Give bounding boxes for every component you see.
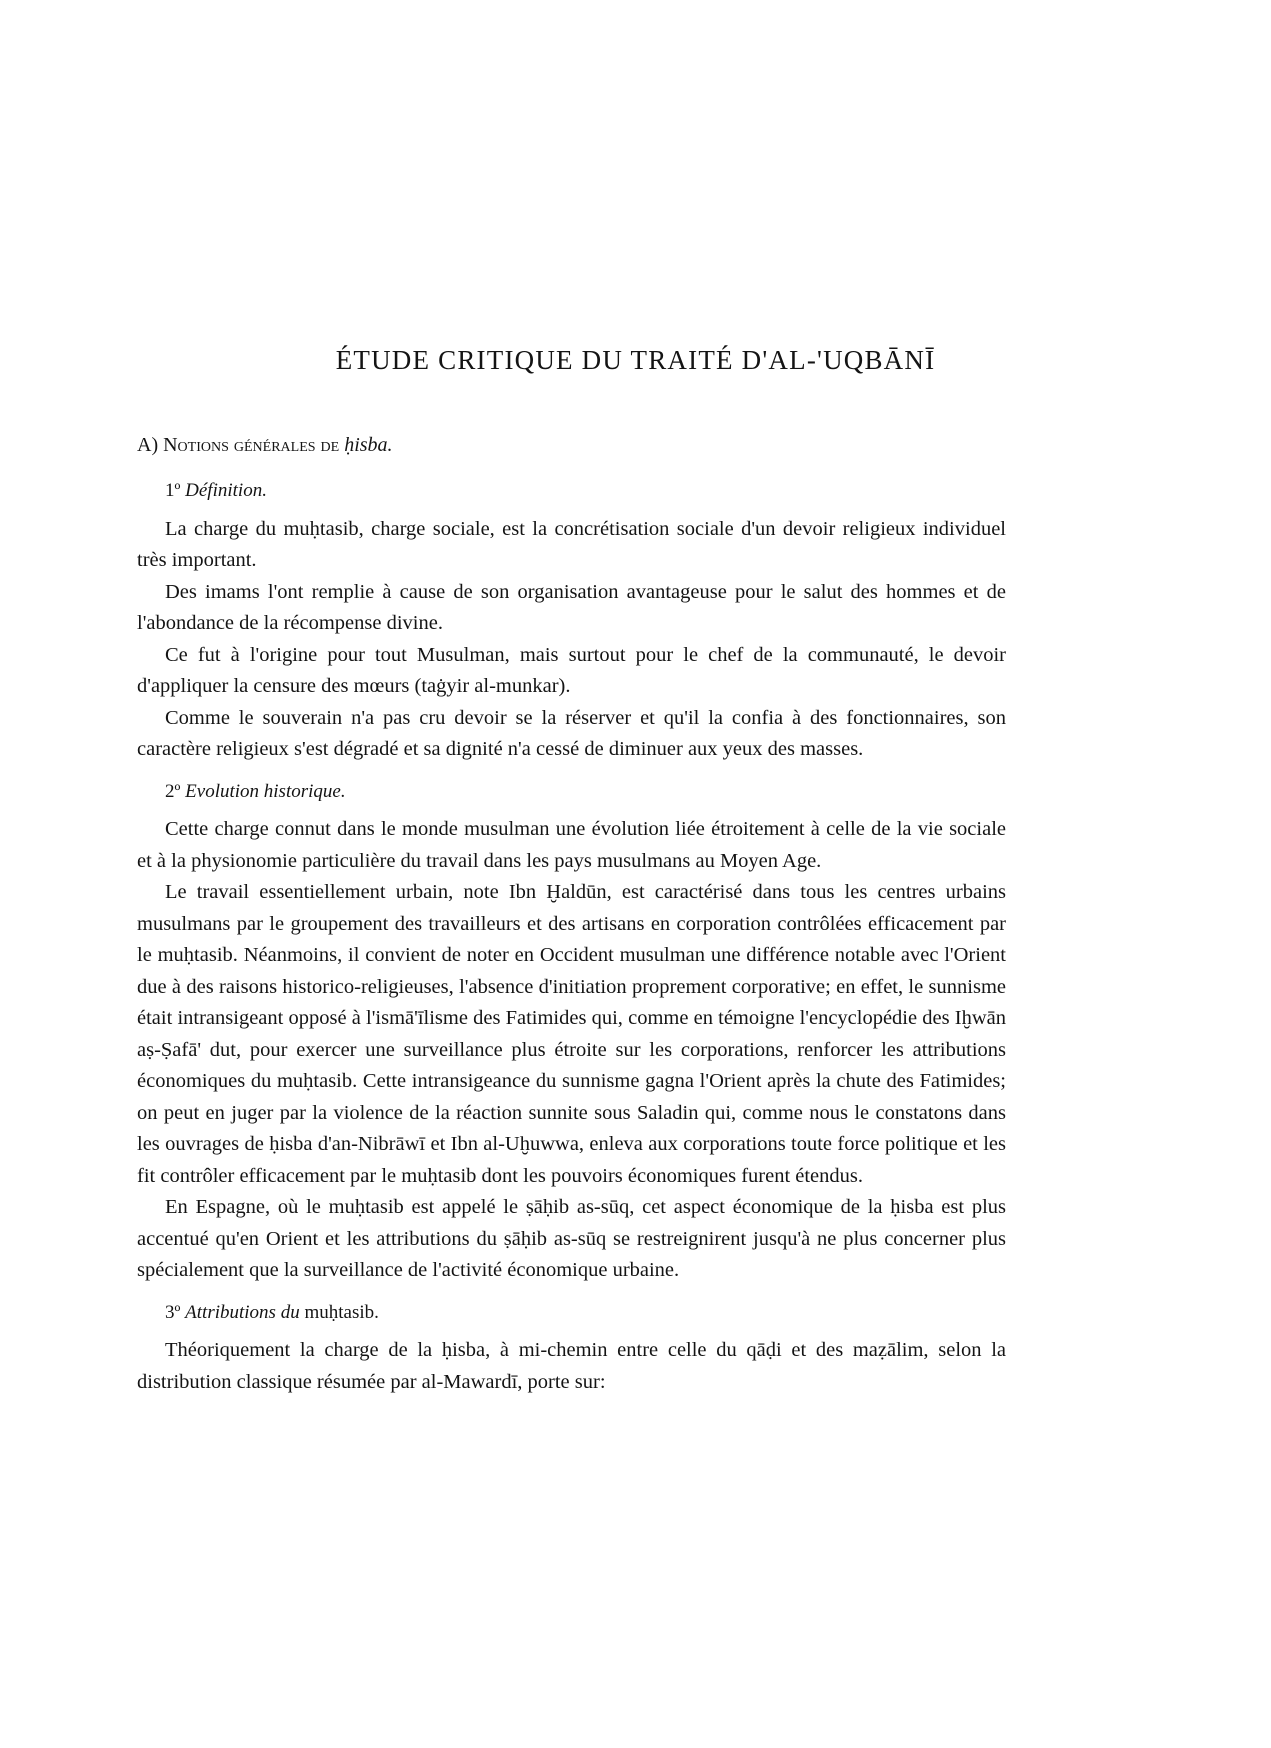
paragraph: Ce fut à l'origine pour tout Musulman, mais surtout pour le chef de la communauté, le devoir d'appliquer la censure des mœurs (taġyir al-munkar). [137, 643, 1006, 697]
subsection-title-tail: muḥtasib. [299, 1301, 379, 1323]
subsection-heading-attributions [165, 1297, 1006, 1329]
paragraph: Des imams l'ont remplie à cause de son organisation avantageuse pour le salut des hommes et de l'abondance de la récompense divine. [137, 580, 1006, 634]
subsection-title: Attributions du [185, 1301, 300, 1323]
subsection-heading-evolution [165, 776, 1006, 808]
body-text [137, 475, 1006, 1398]
paragraph: Comme le souverain n'a pas cru devoir se la réserver et qu'il la confia à des fonctionnaires, son caractère religieux s'est dégradé et sa dignité n'a cessé de diminuer aux yeux des masses. [137, 706, 1006, 760]
subsection-number: 1º [165, 480, 186, 501]
paragraph: Théoriquement la charge de la ḥisba, à mi-chemin entre celle du qāḍi et des maẓālim, selon la distribution classique résumée par al-Mawardī, porte sur: [137, 1339, 1006, 1393]
paragraph: La charge du muḥtasib, charge sociale, est la concrétisation sociale d'un devoir religieux individuel très important. [137, 517, 1006, 571]
section-heading [137, 432, 393, 458]
section-marker: A) [137, 434, 164, 456]
paragraph: En Espagne, où le muḥtasib est appelé le ṣāḥib as-sūq, cet aspect économique de la ḥisba est plus accentué qu'en Orient et les attributions du ṣāḥib as-sūq se restreignirent jusqu'à ne plus concerner plus spécialement que la surveillance de l'activité économique urbaine. [137, 1196, 1006, 1281]
subsection-title: Définition. [185, 480, 267, 501]
subsection-title: Evolution historique. [185, 780, 346, 802]
section-term: ḥisba. [344, 434, 393, 456]
page-title: ÉTUDE CRITIQUE DU TRAITÉ D'AL-'UQBĀNĪ [335, 345, 936, 375]
subsection-number: 3º [165, 1301, 186, 1323]
paragraph: Cette charge connut dans le monde musulman une évolution liée étroitement à celle de la vie sociale et à la physionomie particulière du travail dans les pays musulmans au Moyen Age. [137, 818, 1006, 872]
section-label: Notions générales de [163, 434, 345, 456]
subsection-number: 2º [165, 780, 186, 802]
paragraph: Le travail essentiellement urbain, note Ibn Ḫaldūn, est caractérisé dans tous les centres urbains musulmans par le groupement des travailleurs et des artisans en corporation contrôlées efficacement par le muḥtasib. Néanmoins, il convient de noter en Occident musulman une différence notable avec l'Orient due à des raisons historico-religieuses, l'absence d'initiation proprement corporative; en effet, le sunnisme était intransigeant opposé à l'ismā'īlisme des Fatimides qui, comme en témoigne l'encyclopédie des Iḫwān aṣ-Ṣafā' dut, pour exercer une surveillance plus étroite sur les corporations, renforcer les attributions économiques du muḥtasib. Cette intransigeance du sunnisme gagna l'Orient après la chute des Fatimides; on peut en juger par la violence de la réaction sunnite sous Saladin qui, comme nous le constatons dans les ouvrages de ḥisba d'an-Nibrāwī et Ibn al-Uḫuwwa, enleva aux corporations toute force politique et les fit contrôler efficacement par le muḥtasib dont les pouvoirs économiques furent étendus. [137, 881, 1006, 1187]
subsection-heading-definition [165, 475, 1006, 507]
